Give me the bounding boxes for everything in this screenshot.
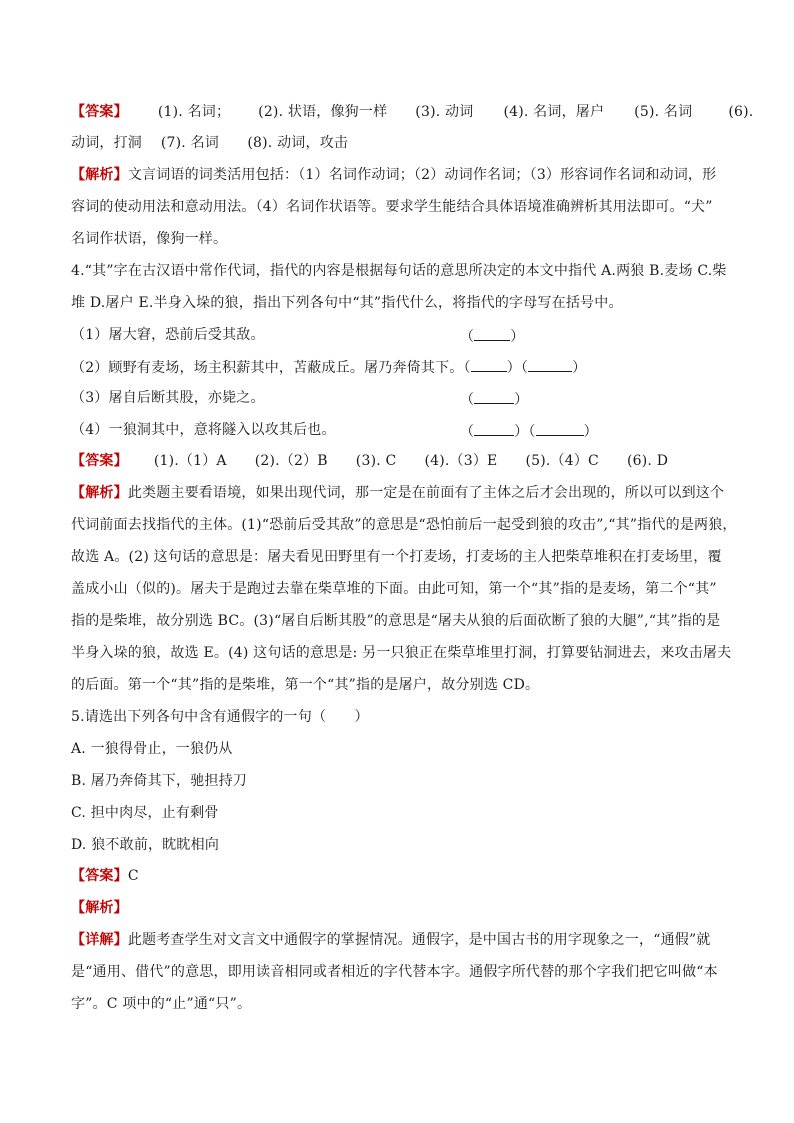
answer-tag: 【答案】 xyxy=(71,104,128,120)
answer-item: (5). 名词 xyxy=(634,104,693,120)
option-a: A. 一狼得骨止，一狼仍从 xyxy=(71,741,233,757)
answer-line xyxy=(71,867,139,885)
analysis-line: 名词作状语，像狗一样。 xyxy=(71,231,228,247)
detail-line: 是“通用、借代”的意思，即用读音相同或者相近的字代替本字。通假字所代替的那个字我们把它叫做“本 xyxy=(71,964,718,980)
answer-blank[interactable] xyxy=(460,421,598,441)
blank-line xyxy=(474,389,514,404)
answer-item: (2).（2）B xyxy=(254,453,328,469)
question-item xyxy=(71,421,336,439)
detail-text: 此题考查学生对文言文中通假字的掌握情况。通假字，是中国古书的用字现象之一，“通假”就 xyxy=(127,932,711,948)
answer-line xyxy=(71,452,668,470)
paren: （ xyxy=(460,329,475,345)
item-text: （1）屠大窘，恐前后受其敌。 xyxy=(71,327,265,343)
option-d: D. 狼不敢前，眈眈相向 xyxy=(71,837,220,853)
question-item xyxy=(71,326,265,344)
blank-line[interactable] xyxy=(528,357,572,372)
analysis-line: 指的是柴堆，故分别选 BC。(3)“屠自后断其股”的意思是“屠夫从狼的后面砍断了狼的大腿”,“其”指的是 xyxy=(71,613,721,629)
analysis-tag: 【解析】 xyxy=(71,485,128,501)
analysis-line: 半身入垛的狼，故选 E。(4) 这句话的意思是: 另一只狼正在柴草堆里打洞，打算要钻洞进去，来攻击屠夫 xyxy=(71,645,732,661)
answer-blank[interactable] xyxy=(460,389,528,409)
answer-item: (5).（4）C xyxy=(525,453,599,469)
paren: ） xyxy=(510,329,525,345)
option-c: C. 担中肉尽，止有剩骨 xyxy=(71,805,219,821)
question-stem: 4.“其”字在古汉语中常作代词，指代的内容是根据每句话的意思所决定的本文中指代 A.两狼 B.麦场 C.柴 xyxy=(71,263,727,279)
analysis-text: 此类题主要看语境，如果出现代词，那一定是在前面有了主体之后才会出现的，所以可以到这个 xyxy=(127,485,725,501)
answer-line: 动词，打洞 (7). 名词 (8). 动词，攻击 xyxy=(71,135,349,151)
answer-blank[interactable] xyxy=(460,326,524,346)
option-b: B. 屠乃奔倚其下，驰担持刀 xyxy=(71,773,247,789)
analysis-line: 容词的使动用法和意动用法。（4）名词作状语等。要求学生能结合具体语境准确辨析其用法即可。“犬” xyxy=(71,199,713,215)
analysis-line: 故选 A。(2) 这句话的意思是：屠夫看见田野里有一个打麦场，打麦场的主人把柴草堆积在打麦场里，覆 xyxy=(71,549,722,565)
analysis-line: 盖成小山（似的)。屠夫于是跑过去靠在柴草堆的下面。由此可知，第一个“其”指的是麦场，第二个“其” xyxy=(71,581,717,597)
blank-line xyxy=(474,326,510,341)
analysis-tag: 【解析】 xyxy=(71,900,128,916)
detail-tag: 【详解】 xyxy=(71,932,128,948)
paren: ） xyxy=(583,424,598,440)
answer-item: (2). 状语，像狗一样 xyxy=(258,104,388,120)
paren: ）（ xyxy=(514,424,536,440)
answer-line xyxy=(71,103,753,121)
blank-line xyxy=(536,421,584,436)
question-stem: 堆 D.屠户 E.半身入垛的狼，指出下列各句中“其”指代什么，将指代的字母写在括号中。 xyxy=(71,295,623,311)
analysis-line xyxy=(71,484,724,502)
analysis-text: 文言词语的词类活用包括：（1）名词作动词；（2）动词作名词；（3）形容词作名词和动词，形 xyxy=(127,167,717,183)
detail-line xyxy=(71,931,711,949)
item-text: （2）顾野有麦场，场主积薪其中，苫蔽成丘。屠乃奔倚其下。 xyxy=(71,360,464,376)
answer-item: (4).（3）E xyxy=(424,453,498,469)
question-item xyxy=(71,389,265,407)
answer-item: (6). xyxy=(728,104,754,120)
blank-line[interactable] xyxy=(471,357,507,372)
blank-line xyxy=(474,421,514,436)
analysis-line xyxy=(71,166,716,184)
answer-item: (1). 名词； xyxy=(157,104,231,120)
question-item xyxy=(71,357,586,377)
answer-item: (1).（1）A xyxy=(153,453,227,469)
answer-item: (4). 名词，屠户 xyxy=(503,104,605,120)
analysis-line: 代词前面去找指代的主体。(1)“恐前后受其敌”的意思是“恐怕前后一起受到狼的攻击”,“其”指代的是两狼， xyxy=(71,517,737,533)
paren: （ xyxy=(463,360,471,376)
question-stem: 5.请选出下列各句中含有通假字的一句（ ） xyxy=(71,709,369,725)
answer-item: (3). 动词 xyxy=(415,104,474,120)
analysis-tag: 【解析】 xyxy=(71,167,128,183)
paren: （ xyxy=(460,392,475,408)
paren: ） xyxy=(514,392,529,408)
item-text: （3）屠自后断其股，亦毙之。 xyxy=(71,390,265,406)
analysis-line: 的后面。第一个“其”指的是柴堆，第一个“其”指的是屠户，故分别选 CD。 xyxy=(71,677,540,693)
paren: ） xyxy=(572,360,587,376)
answer-tag: 【答案】 xyxy=(71,868,128,884)
paren: ）（ xyxy=(506,360,529,376)
detail-line: 字”。C 项中的“止”通“只”。 xyxy=(71,996,252,1012)
paren: （ xyxy=(460,424,475,440)
analysis-line xyxy=(71,899,128,917)
answer-value: C xyxy=(127,868,139,884)
answer-item: (6). D xyxy=(626,453,669,469)
answer-item: (3). C xyxy=(355,453,397,469)
answer-tag: 【答案】 xyxy=(71,453,128,469)
item-text: （4）一狼洞其中，意将隧入以攻其后也。 xyxy=(71,422,336,438)
